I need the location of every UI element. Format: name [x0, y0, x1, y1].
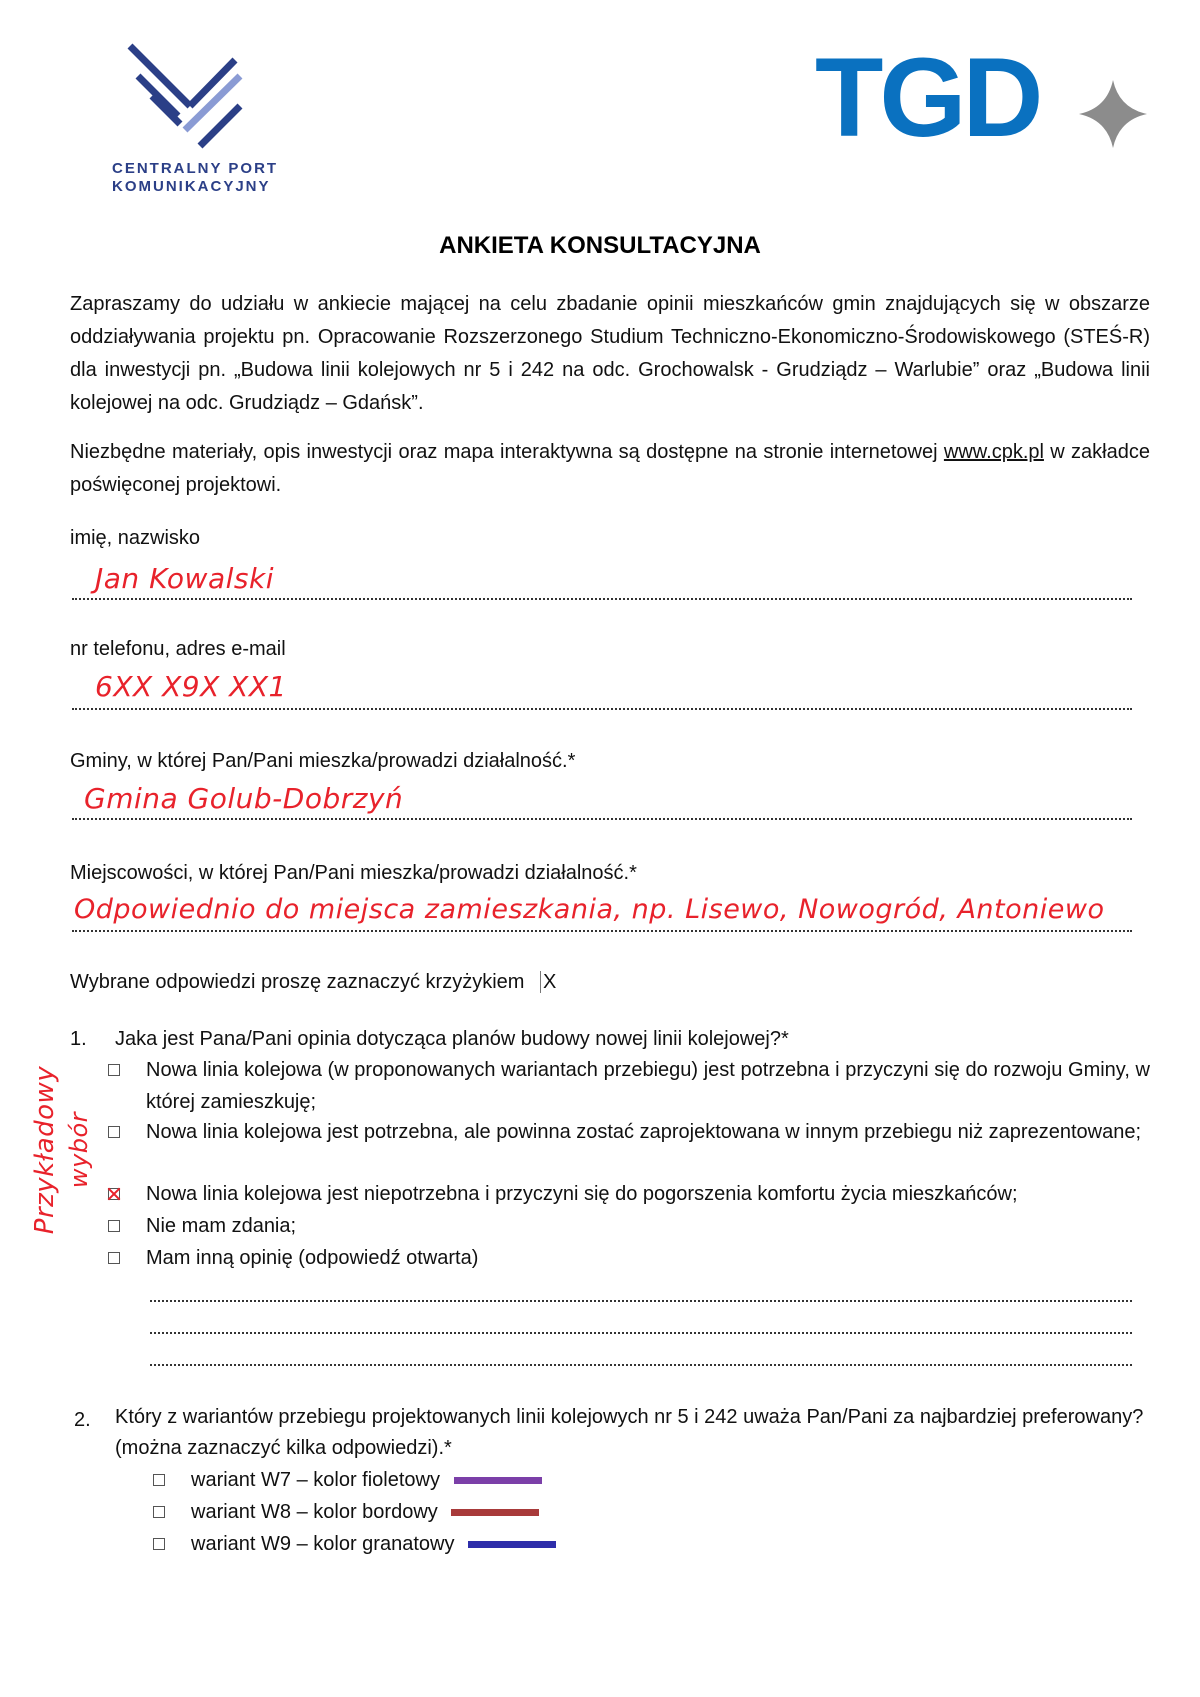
q1-option-4-text: Nie mam zdania; [146, 1215, 297, 1237]
q1-option-5 [108, 1242, 1150, 1274]
side-note-line2: wybór [65, 1111, 93, 1189]
q2-option-w9-swatch [468, 1541, 556, 1548]
field-locality-label: Miejscowości, w której Pan/Pani mieszka/prowadzi działalność.* [70, 862, 637, 884]
q2-option-w8-text: wariant W8 – kolor bordowy [191, 1501, 438, 1523]
q2-option-w9-text: wariant W9 – kolor granatowy [191, 1533, 455, 1555]
q2-number: 2. [74, 1409, 91, 1431]
q2-option-w7-swatch [454, 1477, 542, 1484]
cpk-logo-line1: CENTRALNY PORT [112, 160, 279, 177]
side-note-line1: Przykładowy [30, 1065, 60, 1235]
q2-option-w8-swatch [451, 1509, 539, 1516]
q2-option-w7-checkbox[interactable] [153, 1474, 165, 1486]
q1-number: 1. [70, 1028, 87, 1050]
field-locality-line [72, 930, 1132, 932]
field-name-line [72, 598, 1132, 600]
cpk-website-link[interactable]: www.cpk.pl [943, 441, 1044, 463]
q1-option-2-text: Nowa linia kolejowa jest potrzebna, ale powinna zostać zaprojektowana w innym przebiegu niż zaprezentowane; [146, 1121, 1142, 1143]
q1-option-4-checkbox[interactable] [108, 1220, 120, 1232]
tgd-logo-text: TGD [815, 35, 1040, 160]
q2-option-w7-text: wariant W7 – kolor fioletowy [191, 1469, 440, 1491]
q1-option-4 [108, 1210, 1150, 1242]
field-name-label: imię, nazwisko [70, 527, 201, 549]
cpk-logo-line2: KOMUNIKACYJNY [112, 178, 271, 195]
q1-open-answer-line-3[interactable] [150, 1364, 1132, 1366]
field-commune-label: Gminy, w której Pan/Pani mieszka/prowadzi działalność.* [70, 750, 576, 772]
q2-option-w8-checkbox[interactable] [153, 1506, 165, 1518]
q1-open-answer-line-1[interactable] [150, 1300, 1132, 1302]
tgd-logo [815, 35, 1155, 160]
field-contact-value[interactable]: 6XX X9X XX1 [95, 670, 287, 703]
q1-option-5-text: Mam inną opinię (odpowiedź otwarta) [146, 1247, 479, 1269]
field-contact-label: nr telefonu, adres e-mail [70, 638, 286, 660]
materials-paragraph [70, 436, 1150, 502]
materials-text-after: w zakładce poświęconej projektowi. [70, 441, 1150, 496]
q2-text: Który z wariantów przebiegu projektowanych linii kolejowych nr 5 i 242 uważa Pan/Pani za najbardziej preferowany? (można zaznaczyć kilka odpowiedzi).* [115, 1406, 1144, 1459]
field-name-value[interactable]: Jan Kowalski [95, 562, 274, 595]
field-commune-value[interactable]: Gmina Golub-Dobrzyń [84, 782, 404, 815]
materials-text-before: Niezbędne materiały, opis inwestycji oraz mapa interaktywna są dostępne na stronie internetowej [70, 441, 944, 463]
field-commune-line [72, 818, 1132, 820]
instruction-text [70, 969, 556, 995]
q2-option-w9-checkbox[interactable] [153, 1538, 165, 1550]
field-contact-line [72, 708, 1132, 710]
field-locality-value[interactable]: Odpowiednio do miejsca zamieszkania, np. Lisewo, Nowogród, Antoniewo [74, 894, 1105, 925]
intro-paragraph: Zapraszamy do udziału w ankiecie mającej na celu zbadanie opinii mieszkańców gmin znajdujących się w obszarze oddziaływania projektu pn. Opracowanie Rozszerzonego Studium Techniczno-Ekonomiczno-Środowiskowego (STEŚ-R) dla inwestycji pn. „Budowa linii kolejowych nr 5 i 242 na odc. Grochowalsk - Grudziądz – Warlubie” oraz „Budowa linii kolejowej na odc. Grudziądz – Gdańsk”. [70, 293, 1150, 414]
q2-option-w7 [153, 1464, 542, 1496]
q1-option-3 [108, 1178, 1168, 1210]
q1-option-1-text: Nowa linia kolejowa (w proponowanych wariantach przebiegu) jest potrzebna i przyczyni się do rozwoju Gminy, w której zamieszkuję; [146, 1059, 1150, 1113]
q1-option-3-checkbox[interactable] [108, 1188, 120, 1200]
cpk-logo [100, 38, 320, 213]
q2-option-w8 [153, 1496, 539, 1528]
cpk-logo-mark-icon [100, 38, 320, 158]
q1-option-1-checkbox[interactable] [108, 1064, 120, 1076]
q1-option-1 [108, 1054, 1150, 1118]
q1-option-5-checkbox[interactable] [108, 1252, 120, 1264]
q1-open-answer-line-2[interactable] [150, 1332, 1132, 1334]
page-title: ANKIETA KONSULTACYJNA [439, 232, 761, 259]
instruction-mark: X [540, 971, 556, 993]
q1-option-2-checkbox[interactable] [108, 1126, 120, 1138]
q1-option-2 [108, 1116, 1150, 1148]
q2-option-w9 [153, 1528, 556, 1560]
q1-option-3-text: Nowa linia kolejowa jest niepotrzebna i przyczyni się do pogorszenia komfortu życia mieszkańców; [146, 1183, 1018, 1205]
q1-text: Jaka jest Pana/Pani opinia dotycząca planów budowy nowej linii kolejowej?* [115, 1028, 789, 1050]
instruction-label: Wybrane odpowiedzi proszę zaznaczyć krzyżykiem [70, 971, 525, 993]
tgd-star-icon [1077, 78, 1149, 150]
side-note [28, 1040, 96, 1260]
